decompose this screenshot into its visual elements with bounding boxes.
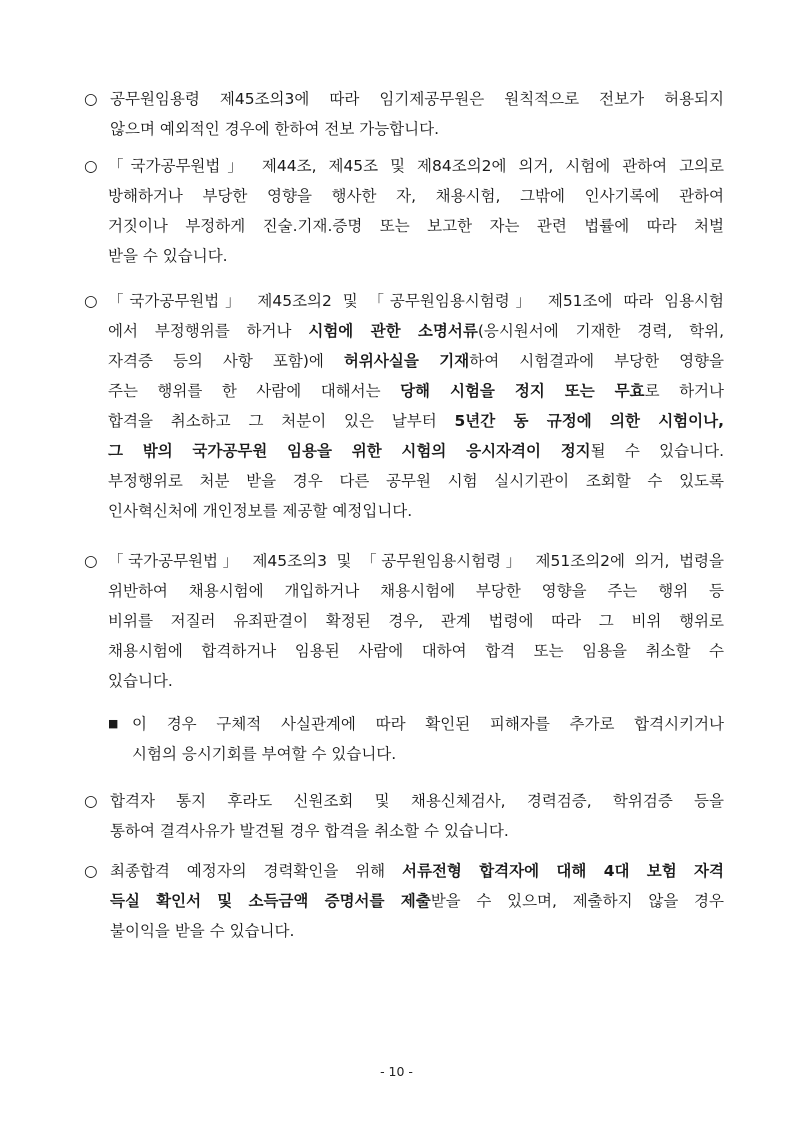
notice-text <box>84 286 724 526</box>
text-line: 에서 부정행위를 하거나 시험에 관한 소명서류(응시원서에 기재한 경력, 학위, <box>108 322 725 340</box>
text-line: 합격자 통지 후라도 신원조회 및 채용신체검사, 경력검증, 학위검증 등을 <box>110 792 724 810</box>
text-line: 공무원임용령 제45조의3에 따라 임기제공무원은 원칙적으로 전보가 허용되지 <box>110 90 724 108</box>
circle-bullet-icon: ○ <box>84 792 98 810</box>
text-line: 거짓이나 부정하게 진술.기재.증명 또는 보고한 자는 관련 법률에 따라 처벌 <box>108 217 724 235</box>
text-line: 불이익을 받을 수 있습니다. <box>110 922 295 940</box>
text-line: 「국가공무원법」 제44조, 제45조 및 제84조의2에 의거, 시험에 관하여 고의로 <box>108 157 724 175</box>
notice-item-hiring-interference <box>84 546 724 696</box>
text-line: 부정행위로 처분 받을 경우 다른 공무원 시험 실시기관이 조회할 수 있도록 <box>108 472 724 490</box>
text-line: 위반하여 채용시험에 개입하거나 채용시험에 부당한 영향을 주는 행위 등 <box>108 582 724 600</box>
notice-item-background-check <box>84 786 724 846</box>
text-line: 방해하거나 부당한 영향을 행사한 자, 채용시험, 그밖에 인사기록에 관하여 <box>108 187 724 205</box>
circle-bullet-icon: ○ <box>84 292 98 310</box>
page-number: - 10 - <box>380 1064 413 1079</box>
text-line: 「국가공무원법」 제45조의2 및 「공무원임용시험령」 제51조에 따라 임용시험 <box>108 292 724 310</box>
text-line: 비위를 저질러 유죄판결이 확정된 경우, 관계 법령에 따라 그 비위 행위로 <box>108 612 724 630</box>
text-line: 최종합격 예정자의 경력확인을 위해 서류전형 합격자에 대해 4대 보험 자격 <box>110 862 724 880</box>
notice-text <box>84 84 724 144</box>
text-line: 채용시험에 합격하거나 임용된 사람에 대하여 합격 또는 임용을 취소할 수 <box>108 642 724 660</box>
text-line: 있습니다. <box>108 672 173 690</box>
text-line: 않으며 예외적인 경우에 한하여 전보 가능합니다. <box>110 120 440 138</box>
text-line: 통하여 결격사유가 발견될 경우 합격을 취소할 수 있습니다. <box>110 822 509 840</box>
text-line: 득실 확인서 및 소득금액 증명서를 제출받을 수 있으며, 제출하지 않을 경우 <box>110 892 724 910</box>
circle-bullet-icon: ○ <box>84 157 98 175</box>
notice-text <box>84 151 724 271</box>
text-line: 인사혁신처에 개인정보를 제공할 예정입니다. <box>108 502 413 520</box>
notice-item-career-verification <box>84 856 724 946</box>
notice-text <box>84 856 724 946</box>
circle-bullet-icon: ○ <box>84 552 98 570</box>
sub-item-victim-remedy <box>108 709 724 769</box>
text-line: 시험의 응시기회를 부여할 수 있습니다. <box>132 745 397 763</box>
notice-text <box>84 546 724 696</box>
notice-item-exam-obstruction <box>84 151 724 271</box>
notice-text <box>84 786 724 846</box>
notice-item-temporary-transfer <box>84 84 724 144</box>
square-bullet-icon: ■ <box>108 717 119 730</box>
text-line: 받을 수 있습니다. <box>108 247 228 265</box>
notice-item-misconduct <box>84 286 724 526</box>
text-line: 합격을 취소하고 그 처분이 있은 날부터 5년간 동 규정에 의한 시험이나, <box>108 412 724 430</box>
text-line: 그 밖의 국가공무원 임용을 위한 시험의 응시자격이 정지될 수 있습니다. <box>108 442 725 460</box>
circle-bullet-icon: ○ <box>84 862 98 880</box>
text-line: 「국가공무원법」 제45조의3 및 「공무원임용시험령」 제51조의2에 의거, 법령을 <box>108 552 724 570</box>
text-line: 자격증 등의 사항 포함)에 허위사실을 기재하여 시험결과에 부당한 영향을 <box>108 352 724 370</box>
text-line: 이 경우 구체적 사실관계에 따라 확인된 피해자를 추가로 합격시키거나 <box>132 715 724 733</box>
text-line: 주는 행위를 한 사람에 대해서는 당해 시험을 정지 또는 무효로 하거나 <box>108 382 724 400</box>
notice-text <box>108 709 724 769</box>
circle-bullet-icon: ○ <box>84 90 98 108</box>
